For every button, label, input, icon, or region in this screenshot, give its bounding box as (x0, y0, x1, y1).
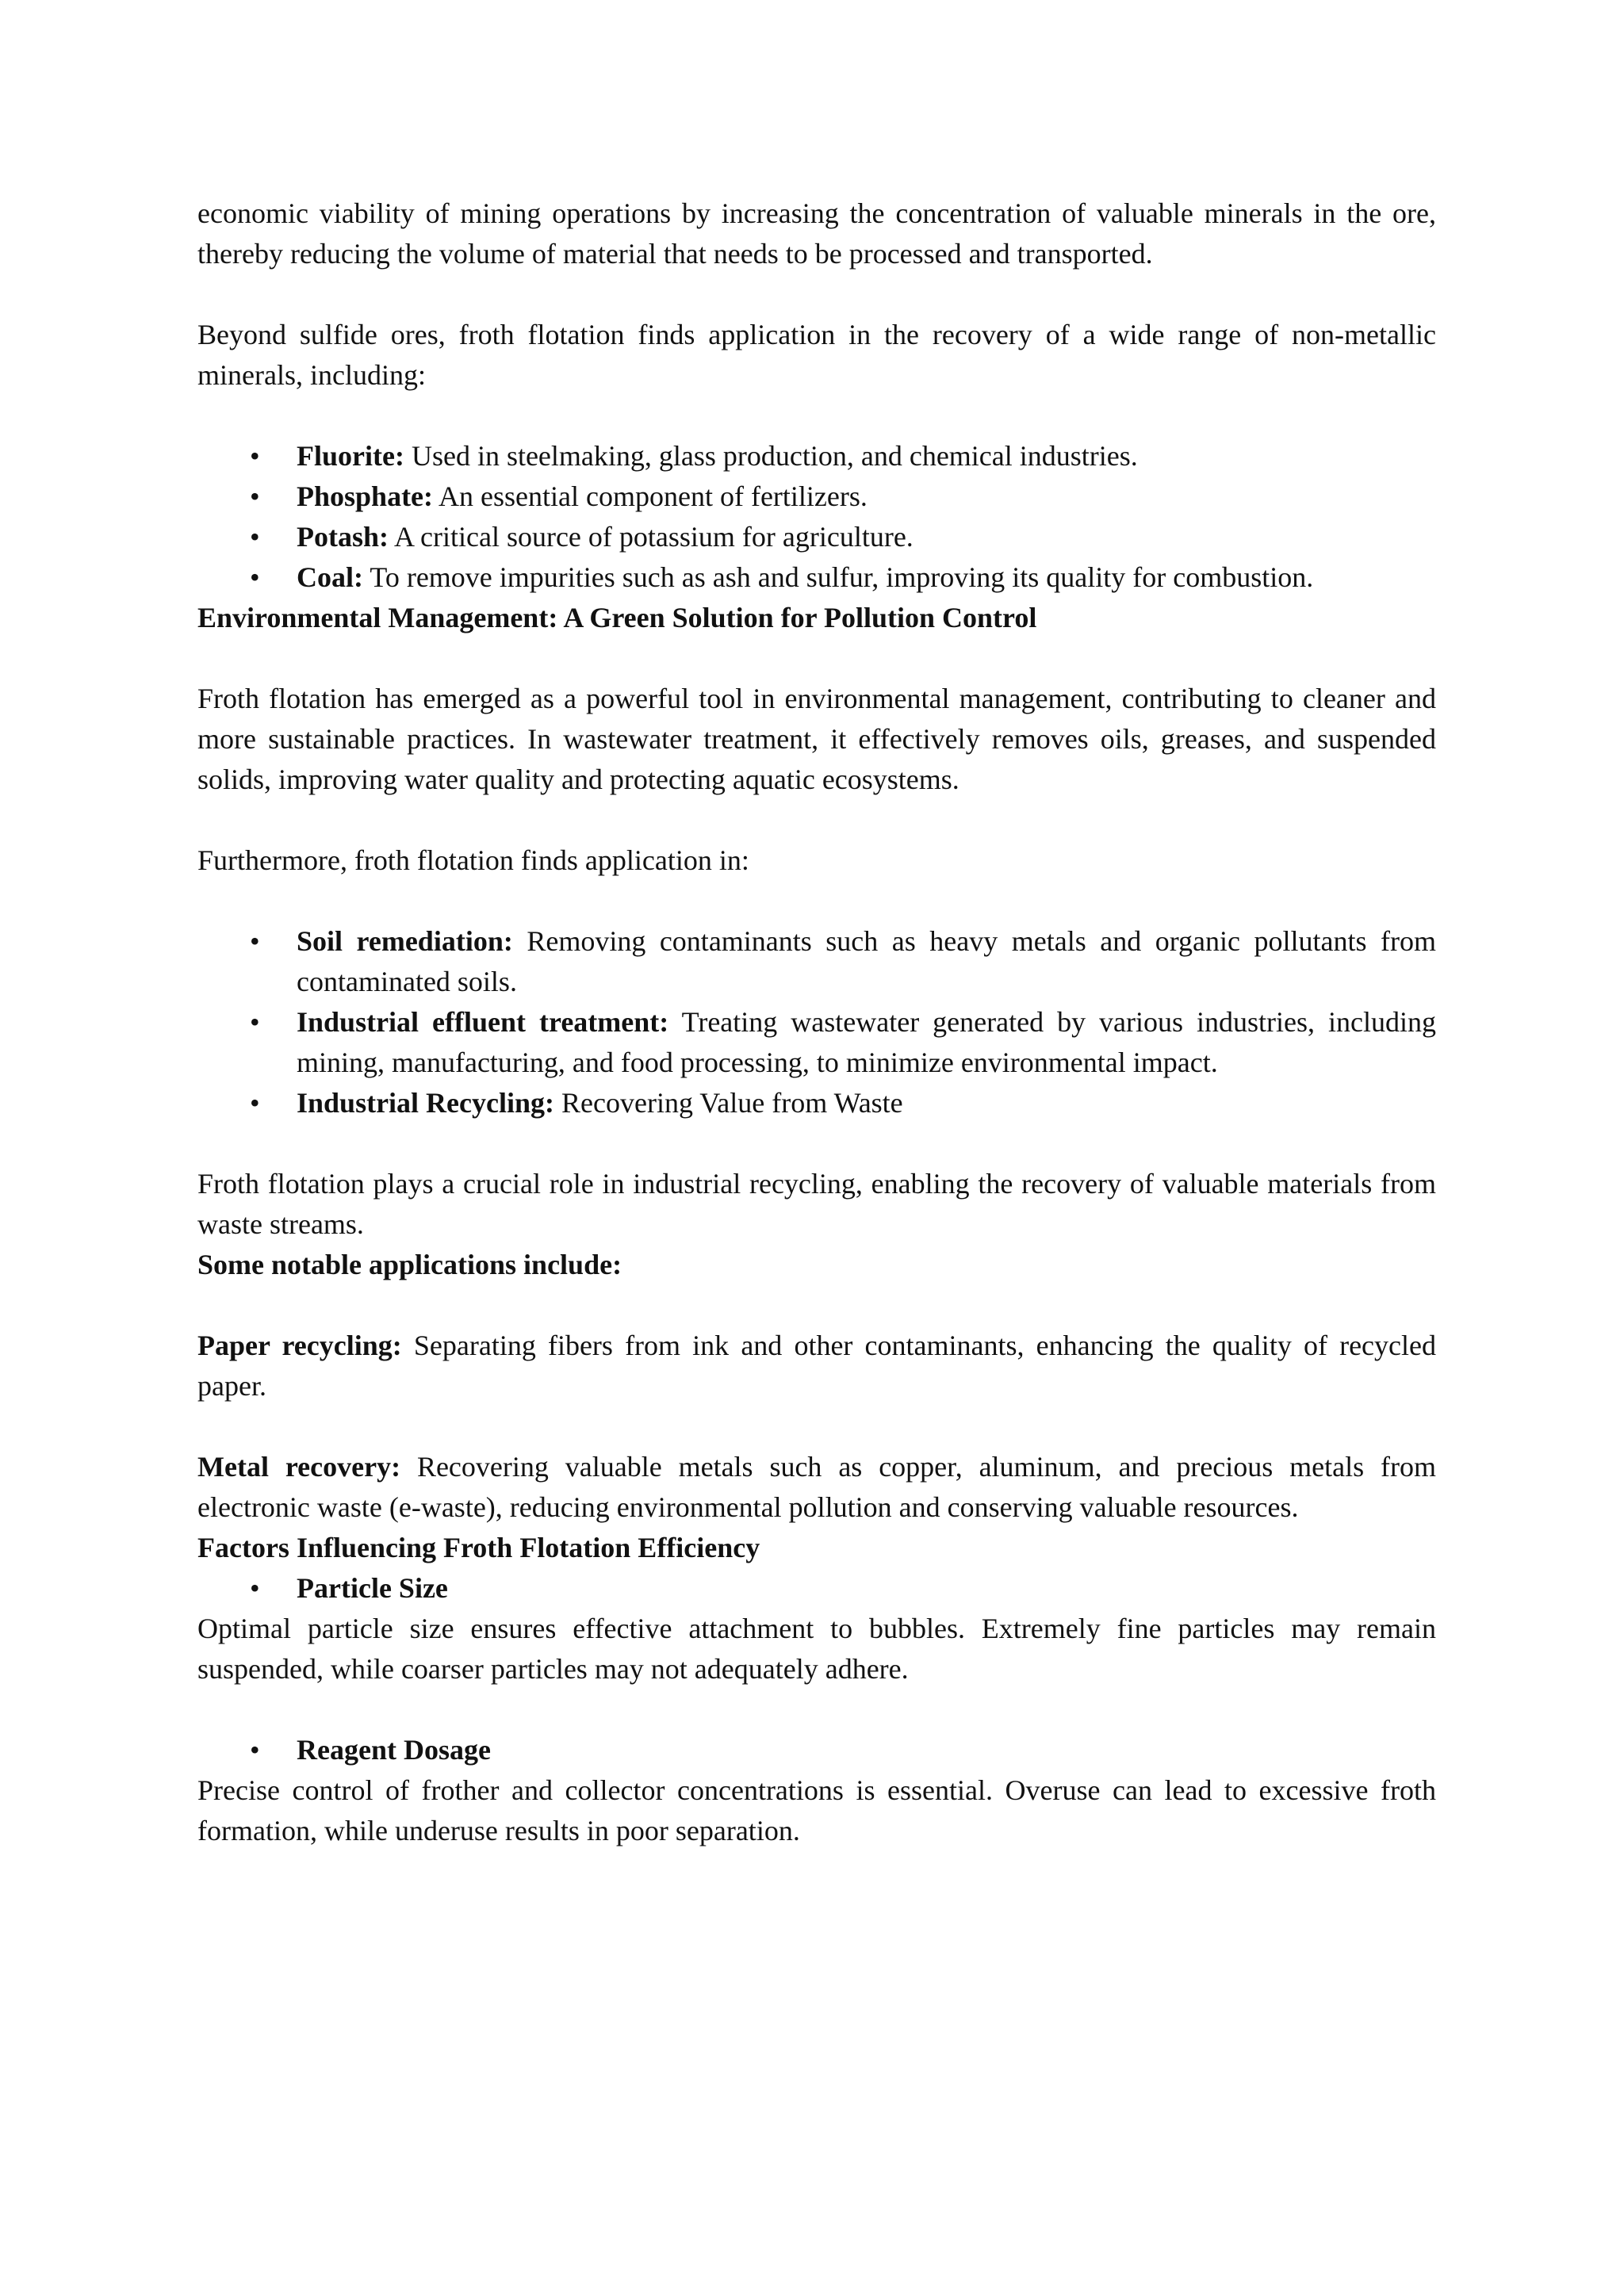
particle-size-list (197, 1568, 1436, 1609)
list-item-soil-remediation (197, 921, 1436, 1002)
minerals-list (197, 436, 1436, 598)
list-item-term: Particle Size (297, 1572, 448, 1604)
bullet-icon: • (250, 561, 260, 593)
list-item-text: A critical source of potassium for agriculture. (389, 521, 914, 553)
paper-recycling-text: Separating fibers from ink and other contaminants, enhancing the quality of recycled paper. (197, 1330, 1436, 1402)
bullet-icon: • (250, 480, 260, 512)
list-item-text: To remove impurities such as ash and sulfur, improving its quality for combustion. (363, 561, 1314, 593)
list-item-effluent-treatment (197, 1002, 1436, 1083)
beyond-sulfide-paragraph: Beyond sulfide ores, froth flotation finds application in the recovery of a wide range of non-metallic minerals, including: (197, 319, 1436, 391)
reagent-dosage-list (197, 1730, 1436, 1770)
bullet-icon: • (250, 925, 260, 957)
furthermore-paragraph: Furthermore, froth flotation finds application in: (197, 844, 749, 876)
paper-recycling-term: Paper recycling: (197, 1330, 402, 1361)
bullet-icon: • (250, 1006, 260, 1038)
environment-paragraph: Froth flotation has emerged as a powerful tool in environmental management, contributing to cleaner and more sustainable practices. In wastewater treatment, it effectively removes oils, greases, and suspended solids, improving water quality and protecting aquatic ecosystems. (197, 683, 1436, 795)
list-item-particle-size (197, 1568, 1436, 1609)
list-item-term: Coal: (297, 561, 363, 593)
list-item-text: Used in steelmaking, glass production, and chemical industries. (404, 440, 1138, 472)
list-item-text: Removing contaminants such as heavy metals and organic pollutants from contaminated soils. (297, 925, 1436, 997)
bullet-icon: • (250, 1572, 260, 1604)
list-item-term: Phosphate: (297, 480, 434, 512)
intro-continuation-paragraph: economic viability of mining operations by increasing the concentration of valuable minerals in the ore, thereby reducing the volume of material that needs to be processed and transported. (197, 197, 1436, 270)
list-item-phosphate (197, 476, 1436, 517)
list-item-industrial-recycling (197, 1083, 1436, 1123)
list-item-fluorite (197, 436, 1436, 476)
list-item-term: Industrial Recycling: (297, 1087, 555, 1119)
list-item-term: Potash: (297, 521, 389, 553)
document-page (197, 193, 1436, 1851)
list-item-term: Reagent Dosage (297, 1734, 491, 1766)
environment-list (197, 921, 1436, 1123)
list-item-term: Industrial effluent treatment: (297, 1006, 669, 1038)
metal-recovery-paragraph (197, 1447, 1436, 1528)
list-item-text: Treating wastewater generated by various industries, including mining, manufacturing, and food processing, to minimize environmental impact. (297, 1006, 1436, 1078)
bullet-icon: • (250, 1734, 260, 1766)
list-item-text: Recovering Value from Waste (554, 1087, 903, 1119)
environmental-heading: Environmental Management: A Green Solution for Pollution Control (197, 602, 1037, 633)
notable-applications-heading: Some notable applications include: (197, 1249, 622, 1280)
bullet-icon: • (250, 521, 260, 553)
bullet-icon: • (250, 1087, 260, 1119)
particle-size-paragraph: Optimal particle size ensures effective attachment to bubbles. Extremely fine particles may remain suspended, while coarser particles may not adequately adhere. (197, 1613, 1436, 1685)
list-item-coal (197, 557, 1436, 598)
metal-recovery-text: Recovering valuable metals such as copper, aluminum, and precious metals from electronic waste (e-waste), reducing environmental pollution and conserving valuable resources. (197, 1451, 1436, 1523)
list-item-text: An essential component of fertilizers. (433, 480, 868, 512)
reagent-dosage-paragraph: Precise control of frother and collector concentrations is essential. Overuse can lead to excessive froth formation, while underuse results in poor separation. (197, 1774, 1436, 1846)
list-item-term: Fluorite: (297, 440, 404, 472)
bullet-icon: • (250, 440, 260, 472)
list-item-term: Soil remediation: (297, 925, 513, 957)
recycling-paragraph: Froth flotation plays a crucial role in industrial recycling, enabling the recovery of valuable materials from waste streams. (197, 1168, 1436, 1240)
paper-recycling-paragraph (197, 1326, 1436, 1406)
list-item-potash (197, 517, 1436, 557)
list-item-reagent-dosage (197, 1730, 1436, 1770)
factors-heading: Factors Influencing Froth Flotation Efficiency (197, 1532, 760, 1563)
metal-recovery-term: Metal recovery: (197, 1451, 401, 1483)
